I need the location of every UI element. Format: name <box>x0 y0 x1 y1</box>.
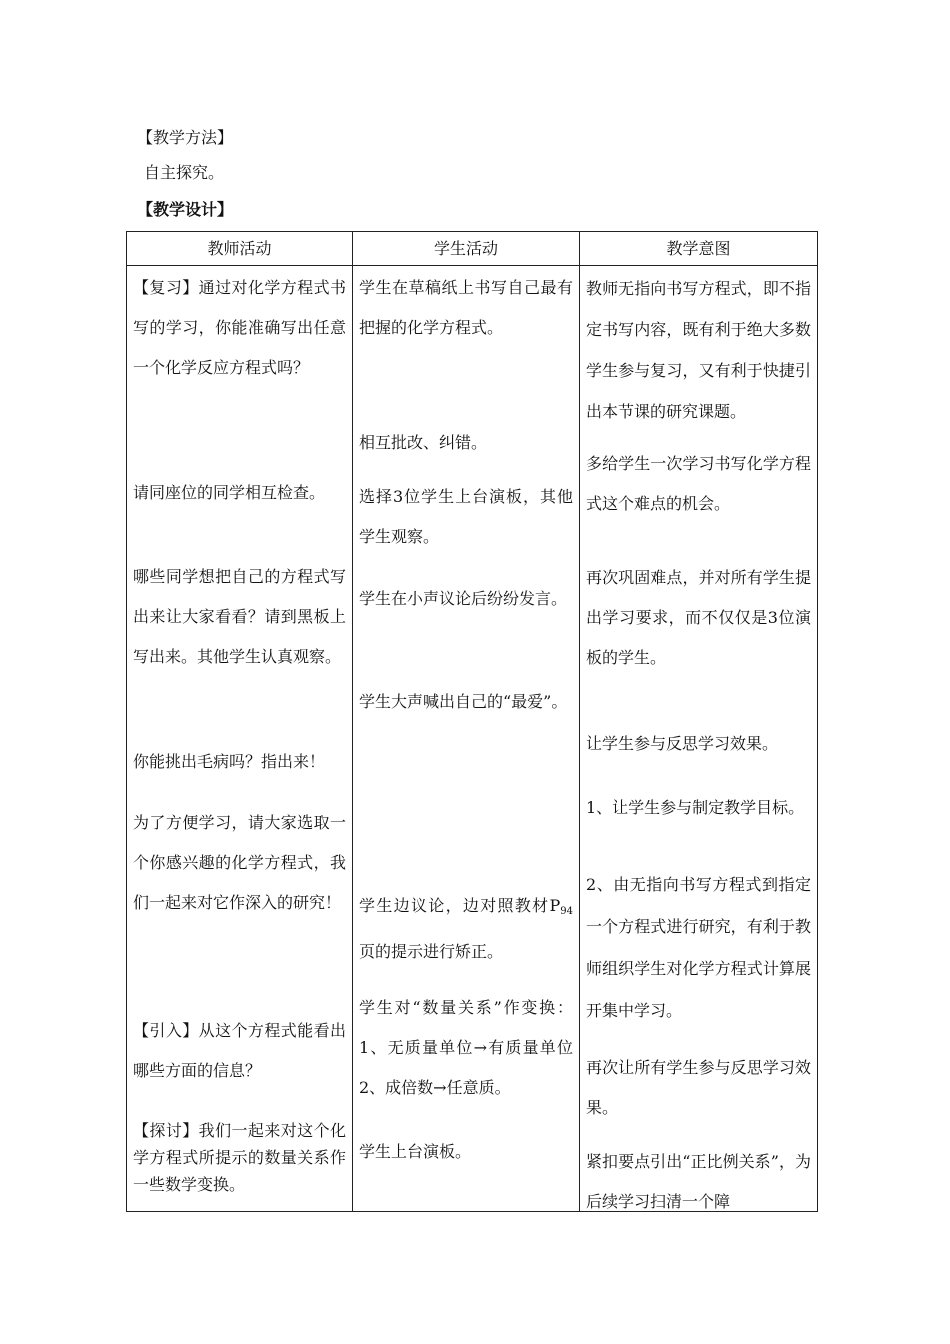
intent-consolidate: 再次巩固难点，并对所有学生提出学习要求，而不仅仅是3位演板的学生。 <box>586 568 811 667</box>
student-board-demo: 选择3位学生上台演板，其他学生观察。 <box>359 487 573 546</box>
intent-review: 教师无指向书写方程式，即不指定书写内容，既有利于绝大多数学生参与复习，又有利于快捷引出本节课的研究课题。 <box>586 279 811 421</box>
intent-reflect: 让学生参与反思学习效果。 <box>586 734 779 753</box>
teacher-volunteers: 哪些同学想把自己的方程式写出来让大家看看？请到黑板上写出来。其他学生认真观察。 <box>133 567 346 666</box>
student-transform: 学生对“数量关系”作变换：1、无质量单位→有质量单位 2、成倍数→任意质。 <box>359 998 573 1097</box>
student-discuss: 学生在小声议论后纷纷发言。 <box>359 589 568 608</box>
intent-focus: 2、由无指向书写方程式到指定一个方程式进行研究，有利于教师组织学生对化学方程式计算展开集中学习。 <box>586 875 811 1020</box>
teaching-intent-cell <box>580 266 818 1212</box>
teacher-explore: 【探讨】我们一起来对这个化学方程式所提示的数量关系作一些数学变换。 <box>133 1121 346 1194</box>
student-favorite: 学生大声喊出自己的“最爱”。 <box>359 692 568 711</box>
textbook-page-subscript: 94 <box>560 906 573 917</box>
teaching-design-table <box>126 231 818 1212</box>
student-peer-review: 相互批改、纠错。 <box>359 433 488 452</box>
teacher-find-errors: 你能挑出毛病吗？指出来！ <box>133 752 326 771</box>
header-teacher-activity: 教师活动 <box>127 232 353 266</box>
intent-proportion: 紧扣要点引出“正比例关系”，为后续学习扫清一个障 <box>586 1152 811 1211</box>
teacher-check: 请同座位的同学相互检查。 <box>133 483 326 502</box>
method-heading: 【教学方法】 <box>137 128 234 147</box>
intent-goals: 1、让学生参与制定教学目标。 <box>586 798 805 817</box>
teacher-review: 【复习】通过对化学方程式书写的学习，你能准确写出任意一个化学反应方程式吗？ <box>133 278 346 377</box>
intent-difficulty: 多给学生一次学习书写化学方程式这个难点的机会。 <box>586 454 811 513</box>
table-header-row <box>127 232 818 266</box>
teacher-introduce: 【引入】从这个方程式能看出哪些方面的信息？ <box>133 1021 346 1080</box>
teacher-choose-equation: 为了方便学习，请大家选取一个你感兴趣的化学方程式，我们一起来对它作深入的研究！ <box>133 813 346 912</box>
teacher-activity-cell <box>127 266 353 1212</box>
student-board-again: 学生上台演板。 <box>359 1142 472 1161</box>
header-teaching-intent: 教学意图 <box>580 232 818 266</box>
table-body-row <box>127 266 818 1212</box>
method-text: 自主探究。 <box>144 163 225 182</box>
student-write: 学生在草稿纸上书写自己最有把握的化学方程式。 <box>359 278 573 337</box>
student-activity-cell <box>353 266 580 1212</box>
student-correct: 学生边议论，边对照教材$P_{94}$页的提示进行矫正。 <box>359 896 573 961</box>
header-student-activity: 学生活动 <box>353 232 580 266</box>
intent-reflect-again: 再次让所有学生参与反思学习效果。 <box>586 1058 811 1117</box>
design-heading: 【教学设计】 <box>137 200 234 219</box>
